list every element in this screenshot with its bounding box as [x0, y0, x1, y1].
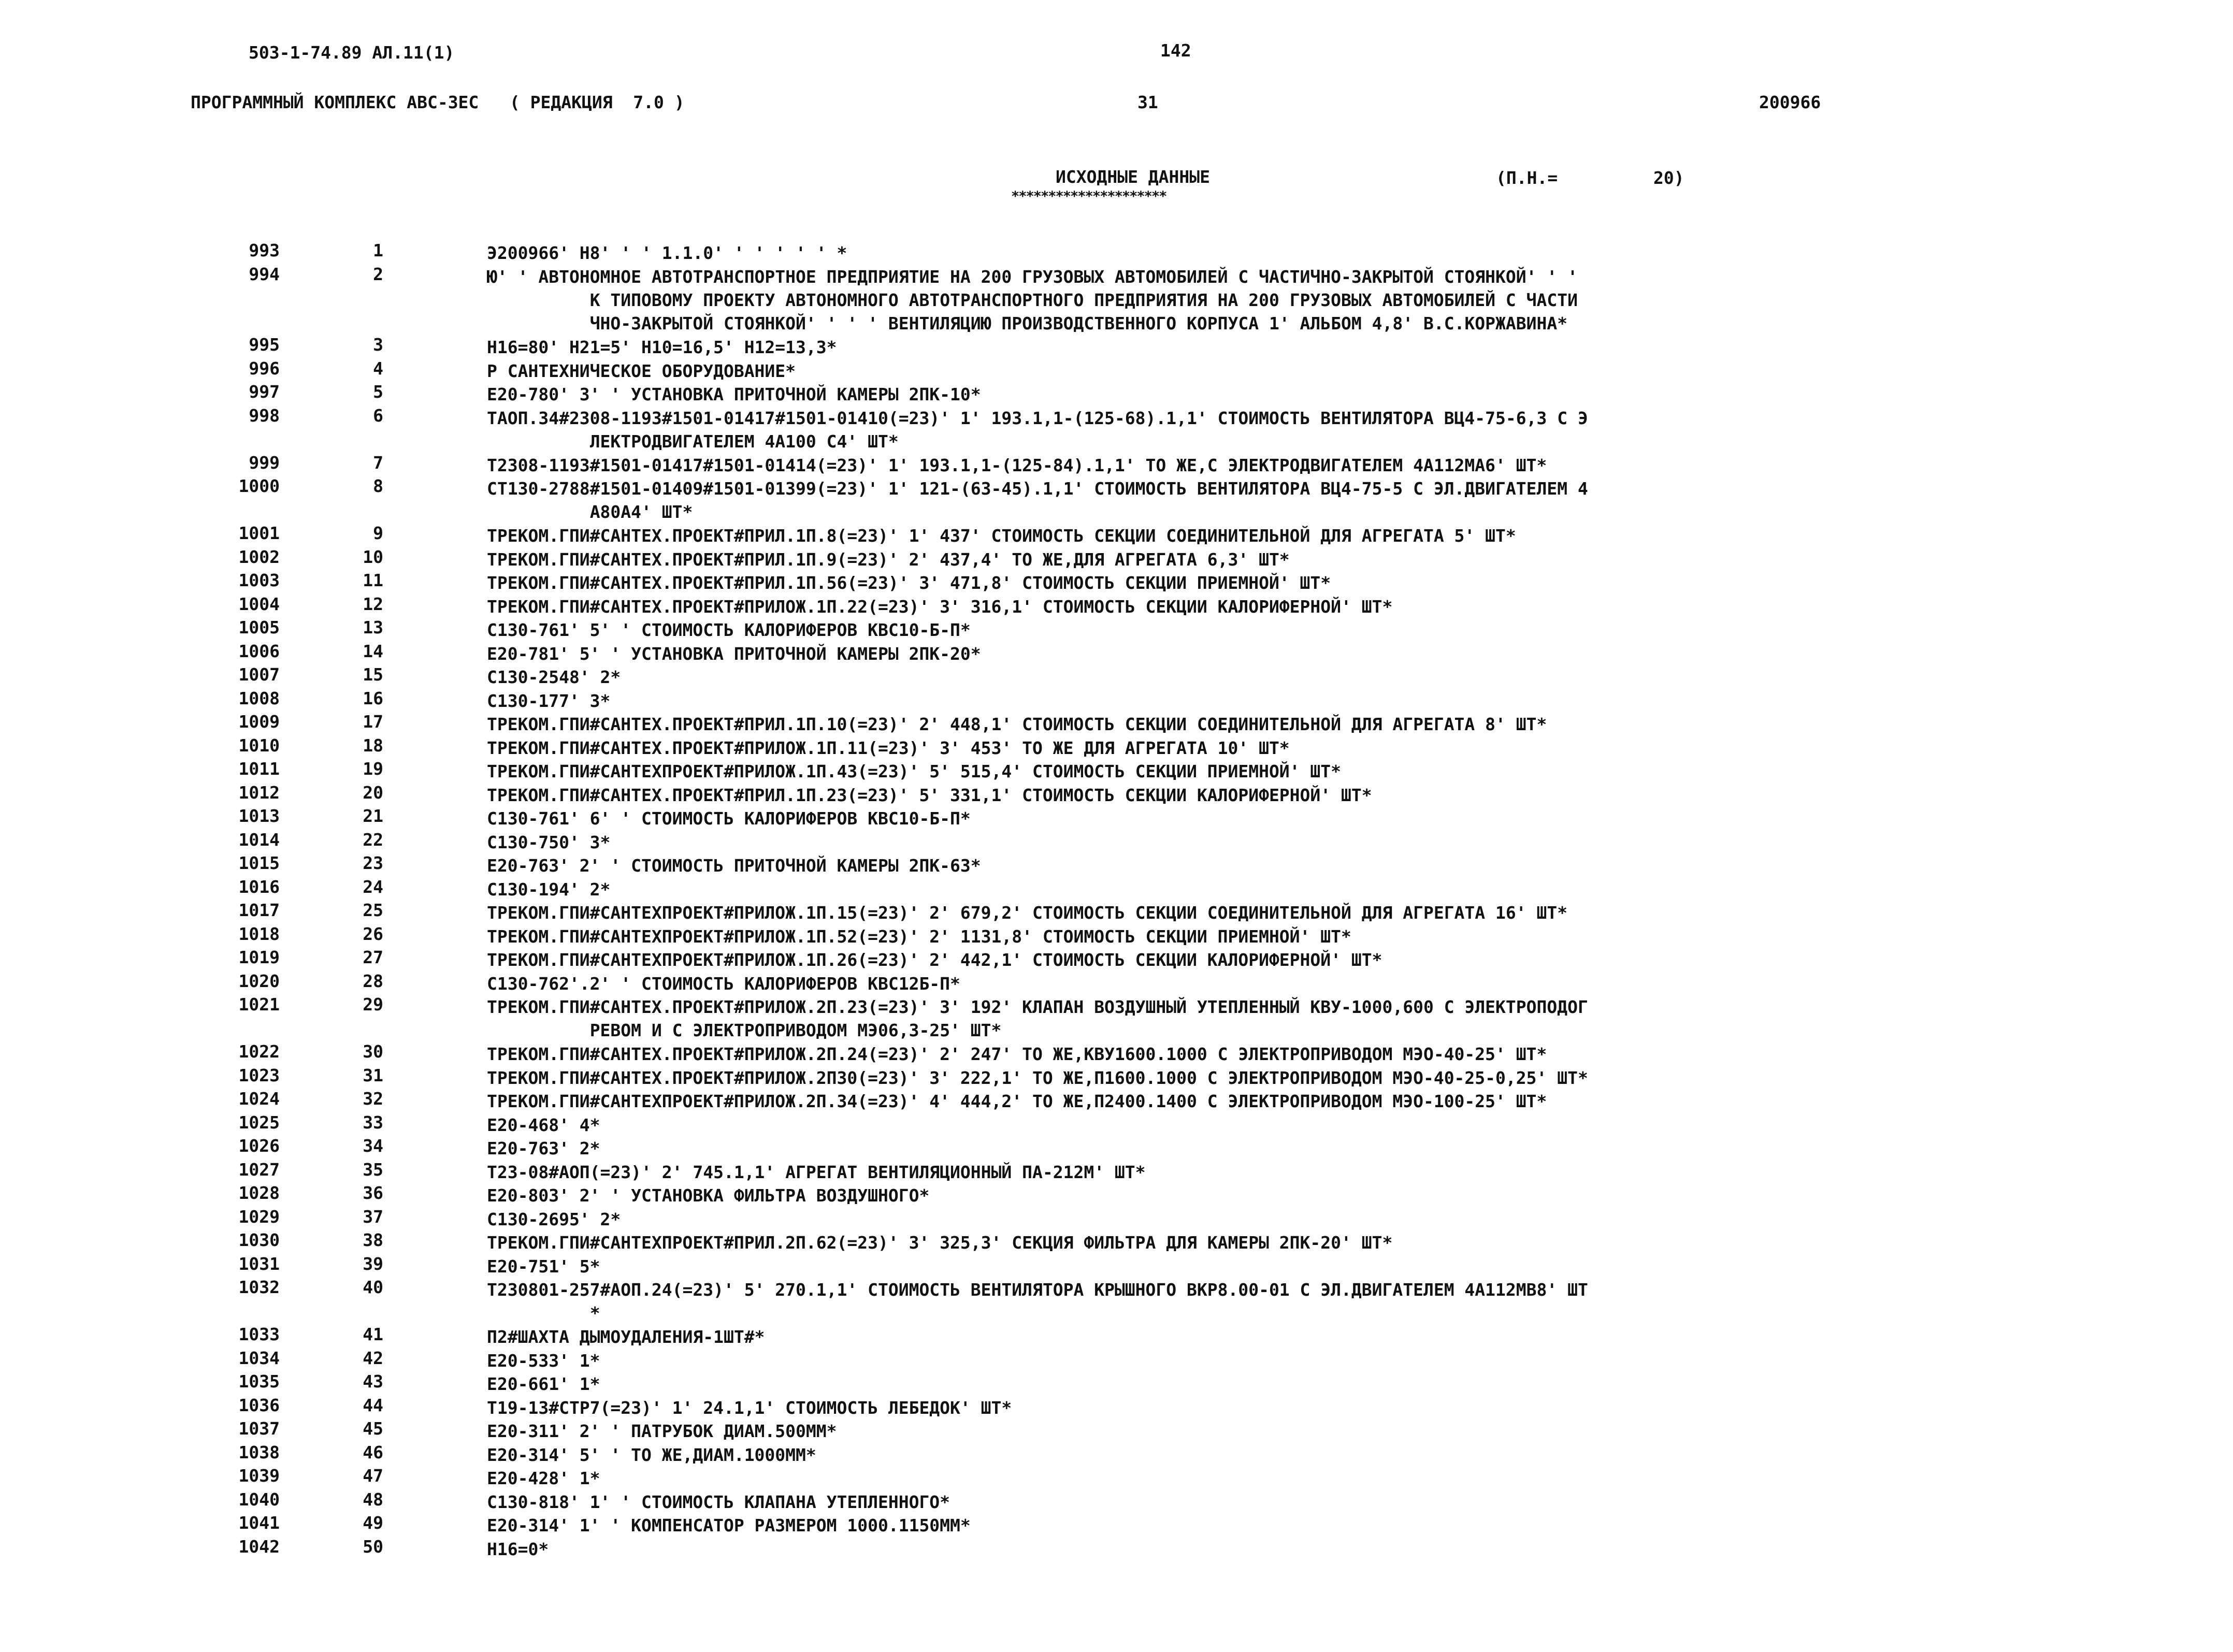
record-index: 14 — [363, 641, 383, 661]
table-row — [0, 1349, 2233, 1373]
record-index: 30 — [363, 1041, 383, 1062]
record-index: 25 — [363, 900, 383, 920]
record-text: Е20-661' 1* — [487, 1374, 600, 1394]
table-row — [0, 241, 2233, 265]
table-row — [0, 1161, 2233, 1184]
record-index: 42 — [363, 1347, 383, 1368]
record-text: ТРЕКОМ.ГПИ#САНТЕХПРОЕКТ#ПРИЛ.2П.62(=23)' 3' 325,3' СЕКЦИЯ ФИЛЬТРА ДЛЯ КАМЕРЫ 2ПК-20' ШТ* — [487, 1233, 1393, 1253]
record-text: Р САНТЕХНИЧЕСКОЕ ОБОРУДОВАНИЕ* — [487, 360, 796, 381]
line-number: 1034 — [238, 1347, 280, 1368]
line-number: 1012 — [238, 782, 280, 803]
record-text: П2#ШАХТА ДЫМОУДАЛЕНИЯ-1ШТ#* — [487, 1327, 765, 1347]
table-row — [0, 1490, 2233, 1514]
line-number: 1003 — [238, 570, 280, 590]
table-row — [0, 1137, 2233, 1161]
table-row — [0, 665, 2233, 689]
record-text: ТРЕКОМ.ГПИ#САНТЕХ.ПРОЕКТ#ПРИЛОЖ.2П.23(=23)' 3' 192' КЛАПАН ВОЗДУШНЫЙ УТЕПЛЕННЫЙ КВУ-1000,600 С ЭЛЕКТРОПОДОГ РЕВОМ И С ЭЛЕКТРОПРИВОДОМ МЭ06,3-25' ШТ* — [487, 997, 1588, 1040]
table-row — [0, 1372, 2233, 1396]
table-row — [0, 1538, 2233, 1561]
line-number: 1041 — [238, 1513, 280, 1533]
record-index: 4 — [373, 358, 383, 379]
line-number: 1008 — [238, 688, 280, 708]
table-row — [0, 736, 2233, 760]
line-number: 1023 — [238, 1065, 280, 1085]
line-number: 1016 — [238, 876, 280, 897]
record-index: 5 — [373, 382, 383, 402]
table-row — [0, 1325, 2233, 1349]
record-index: 39 — [363, 1253, 383, 1274]
table-row — [0, 878, 2233, 902]
line-number: 1006 — [238, 641, 280, 661]
record-index: 9 — [373, 523, 383, 543]
record-index: 6 — [373, 405, 383, 426]
line-number: 1036 — [238, 1395, 280, 1415]
record-index: 47 — [363, 1466, 383, 1486]
table-row — [0, 571, 2233, 595]
record-text: ТРЕКОМ.ГПИ#САНТЕХ.ПРОЕКТ#ПРИЛ.1П.10(=23)' 2' 448,1' СТОИМОСТЬ СЕКЦИИ СОЕДИНИТЕЛЬНОЙ ДЛЯ АГРЕГАТА 8' ШТ* — [487, 714, 1547, 734]
record-text: ТРЕКОМ.ГПИ#САНТЕХПРОЕКТ#ПРИЛОЖ.1П.43(=23)' 5' 515,4' СТОИМОСТЬ СЕКЦИИ ПРИЕМНОЙ' ШТ* — [487, 761, 1342, 781]
table-row — [0, 595, 2233, 619]
line-number: 1011 — [238, 759, 280, 779]
table-row — [0, 1514, 2233, 1538]
table-row — [0, 995, 2233, 1042]
line-number: 1031 — [238, 1253, 280, 1274]
record-index: 7 — [373, 452, 383, 473]
line-number: 1002 — [238, 546, 280, 567]
table-row — [0, 1443, 2233, 1467]
line-number: 1009 — [238, 712, 280, 732]
line-number: 1017 — [238, 900, 280, 920]
line-number: 1022 — [238, 1041, 280, 1062]
record-index: 43 — [363, 1371, 383, 1392]
table-row — [0, 925, 2233, 949]
record-text: ТРЕКОМ.ГПИ#САНТЕХ.ПРОЕКТ#ПРИЛОЖ.2П.24(=23)' 2' 247' ТО ЖЕ,КВУ1600.1000 С ЭЛЕКТРОПРИВОДОМ МЭО-40-25' ШТ* — [487, 1044, 1547, 1064]
table-row — [0, 1113, 2233, 1137]
record-text: ТРЕКОМ.ГПИ#САНТЕХПРОЕКТ#ПРИЛОЖ.1П.15(=23)' 2' 679,2' СТОИМОСТЬ СЕКЦИИ СОЕДИНИТЕЛЬНОЙ ДЛЯ АГРЕГАТА 16' ШТ* — [487, 903, 1568, 923]
line-number: 993 — [249, 240, 280, 260]
table-row — [0, 760, 2233, 784]
record-index: 17 — [363, 712, 383, 732]
record-text: Е20-533' 1* — [487, 1350, 600, 1371]
line-number: 997 — [249, 382, 280, 402]
line-number: 1004 — [238, 593, 280, 614]
record-index: 46 — [363, 1442, 383, 1462]
table-row — [0, 1396, 2233, 1420]
record-index: 48 — [363, 1489, 383, 1510]
line-number: 1019 — [238, 947, 280, 967]
table-row — [0, 1419, 2233, 1443]
line-number: 1024 — [238, 1089, 280, 1109]
record-index: 23 — [363, 853, 383, 873]
record-text: Э200966' Н8' ' ' 1.1.0' ' ' ' ' ' * — [487, 243, 847, 263]
line-number: 995 — [249, 335, 280, 355]
line-number: 1035 — [238, 1371, 280, 1392]
record-index: 24 — [363, 876, 383, 897]
line-number: 1015 — [238, 853, 280, 873]
line-number: 1032 — [238, 1277, 280, 1297]
table-row — [0, 265, 2233, 336]
line-number: 1038 — [238, 1442, 280, 1462]
section-title-underline: ********************* — [1011, 189, 1166, 205]
record-index: 40 — [363, 1277, 383, 1297]
record-text: Е20-468' 4* — [487, 1114, 600, 1135]
table-row — [0, 1042, 2233, 1066]
record-text: Т23-08#АОП(=23)' 2' 745.1,1' АГРЕГАТ ВЕНТИЛЯЦИОННЫЙ ПА-212М' ШТ* — [487, 1162, 1146, 1182]
record-index: 28 — [363, 970, 383, 991]
line-number: 994 — [249, 264, 280, 284]
table-row — [0, 336, 2233, 359]
table-row — [0, 1184, 2233, 1208]
record-text: Е20-428' 1* — [487, 1468, 600, 1488]
record-index: 29 — [363, 994, 383, 1015]
record-index: 31 — [363, 1065, 383, 1085]
record-text: Е20-781' 5' ' УСТАНОВКА ПРИТОЧНОЙ КАМЕРЫ 2ПК-20* — [487, 643, 981, 664]
record-text: Е20-314' 5' ' ТО ЖЕ,ДИАМ.1000ММ* — [487, 1444, 816, 1465]
record-index: 21 — [363, 806, 383, 826]
table-row — [0, 854, 2233, 878]
table-row — [0, 713, 2233, 736]
record-index: 20 — [363, 782, 383, 803]
table-row — [0, 831, 2233, 854]
line-number: 1026 — [238, 1136, 280, 1156]
record-text: ТРЕКОМ.ГПИ#САНТЕХ.ПРОЕКТ#ПРИЛОЖ.1П.11(=23)' 3' 453' ТО ЖЕ ДЛЯ АГРЕГАТА 10' ШТ* — [487, 737, 1290, 758]
table-row — [0, 642, 2233, 666]
table-row — [0, 1066, 2233, 1090]
document-code: 503-1-74.89 АЛ.11(1) — [249, 42, 455, 63]
line-number: 1021 — [238, 994, 280, 1015]
record-index: 10 — [363, 546, 383, 567]
record-text: С130-761' 6' ' СТОИМОСТЬ КАЛОРИФЕРОВ КВС10-Б-П* — [487, 808, 971, 829]
line-number: 999 — [249, 452, 280, 473]
table-row — [0, 618, 2233, 642]
line-number: 1020 — [238, 970, 280, 991]
table-row — [0, 784, 2233, 807]
record-index: 38 — [363, 1230, 383, 1250]
table-row — [0, 1278, 2233, 1325]
line-number: 1040 — [238, 1489, 280, 1510]
record-text: Т19-13#СТР7(=23)' 1' 24.1,1' СТОИМОСТЬ ЛЕБЕДОК' ШТ* — [487, 1397, 1012, 1418]
record-text: ТРЕКОМ.ГПИ#САНТЕХПРОЕКТ#ПРИЛОЖ.1П.26(=23)' 2' 442,1' СТОИМОСТЬ СЕКЦИИ КАЛОРИФЕРНОЙ' ШТ* — [487, 950, 1382, 970]
record-text: С130-750' 3* — [487, 832, 611, 852]
record-index: 50 — [363, 1536, 383, 1557]
record-text: Е20-751' 5* — [487, 1256, 600, 1277]
table-row — [0, 1255, 2233, 1279]
line-number: 1042 — [238, 1536, 280, 1557]
table-row — [0, 972, 2233, 996]
record-text: Н16=80' Н21=5' Н10=16,5' Н12=13,3* — [487, 337, 837, 357]
line-number: 1028 — [238, 1183, 280, 1203]
section-title: ИСХОДНЫЕ ДАННЫЕ — [1056, 167, 1211, 187]
record-text: Е20-803' 2' ' УСТАНОВКА ФИЛЬТРА ВОЗДУШНОГО* — [487, 1185, 930, 1206]
line-number: 1018 — [238, 923, 280, 944]
record-index: 37 — [363, 1206, 383, 1227]
record-text: С130-177' 3* — [487, 690, 611, 711]
table-row — [0, 407, 2233, 454]
record-index: 41 — [363, 1324, 383, 1344]
record-index: 36 — [363, 1183, 383, 1203]
program-sheet: 31 — [1137, 92, 1158, 112]
record-text: Е20-311' 2' ' ПАТРУБОК ДИАМ.500ММ* — [487, 1421, 837, 1441]
table-row — [0, 948, 2233, 972]
line-number: 1010 — [238, 735, 280, 756]
record-text: ТРЕКОМ.ГПИ#САНТЕХ.ПРОЕКТ#ПРИЛОЖ.1П.22(=23)' 3' 316,1' СТОИМОСТЬ СЕКЦИИ КАЛОРИФЕРНОЙ' ШТ* — [487, 596, 1393, 617]
line-number: 1025 — [238, 1112, 280, 1133]
record-index: 3 — [373, 335, 383, 355]
record-index: 22 — [363, 829, 383, 850]
line-number: 1014 — [238, 829, 280, 850]
page-number: 142 — [1160, 40, 1191, 61]
record-index: 35 — [363, 1159, 383, 1180]
table-row — [0, 524, 2233, 548]
record-text: С130-2548' 2* — [487, 667, 621, 687]
table-row — [0, 548, 2233, 572]
record-text: ТРЕКОМ.ГПИ#САНТЕХПРОЕКТ#ПРИЛОЖ.1П.52(=23)' 2' 1131,8' СТОИМОСТЬ СЕКЦИИ ПРИЕМНОЙ' ШТ* — [487, 926, 1351, 947]
table-row — [0, 1208, 2233, 1231]
line-number: 1030 — [238, 1230, 280, 1250]
record-index: 19 — [363, 759, 383, 779]
record-index: 8 — [373, 476, 383, 496]
table-row — [0, 383, 2233, 407]
record-text: ТАОП.34#2308-1193#1501-01417#1501-01410(=23)' 1' 193.1,1-(125-68).1,1' СТОИМОСТЬ ВЕНТИЛЯТОРА ВЦ4-75-6,3 С Э ЛЕКТРОДВИГАТЕЛЕМ 4А100 С4' ШТ* — [487, 408, 1588, 452]
record-index: 16 — [363, 688, 383, 708]
table-row — [0, 1467, 2233, 1490]
record-text: Т2308-1193#1501-01417#1501-01414(=23)' 1' 193.1,1-(125-84).1,1' ТО ЖЕ,С ЭЛЕКТРОДВИГАТЕЛЕМ 4А112МА6' ШТ* — [487, 455, 1547, 475]
record-index: 45 — [363, 1418, 383, 1439]
record-index: 26 — [363, 923, 383, 944]
table-row — [0, 477, 2233, 524]
record-index: 1 — [373, 240, 383, 260]
line-number: 1037 — [238, 1418, 280, 1439]
record-text: ТРЕКОМ.ГПИ#САНТЕХПРОЕКТ#ПРИЛОЖ.2П.34(=23)' 4' 444,2' ТО ЖЕ,П2400.1400 С ЭЛЕКТРОПРИВОДОМ МЭО-100-25' ШТ* — [487, 1091, 1547, 1111]
record-text: С130-2695' 2* — [487, 1209, 621, 1229]
record-index: 34 — [363, 1136, 383, 1156]
table-row — [0, 1090, 2233, 1113]
line-number: 1013 — [238, 806, 280, 826]
record-text: С130-194' 2* — [487, 879, 611, 900]
record-text: Е20-763' 2* — [487, 1138, 600, 1158]
line-number: 1005 — [238, 617, 280, 637]
line-number: 1039 — [238, 1466, 280, 1486]
record-text: СТ130-2788#1501-01409#1501-01399(=23)' 1' 121-(63-45).1,1' СТОИМОСТЬ ВЕНТИЛЯТОРА ВЦ4-75-5 С ЭЛ.ДВИГАТЕЛЕМ 4 А80А4' ШТ* — [487, 479, 1588, 522]
section-param-label: (П.Н.= — [1496, 168, 1558, 188]
line-number: 996 — [249, 358, 280, 379]
record-text: Е20-780' 3' ' УСТАНОВКА ПРИТОЧНОЙ КАМЕРЫ 2ПК-10* — [487, 384, 981, 404]
table-row — [0, 689, 2233, 713]
record-index: 2 — [373, 264, 383, 284]
line-number: 1000 — [238, 476, 280, 496]
program-name: ПРОГРАММНЫЙ КОМПЛЕКС АВС-3ЕС ( РЕДАКЦИЯ 7.0 ) — [191, 92, 685, 112]
record-index: 27 — [363, 947, 383, 967]
record-text: ТРЕКОМ.ГПИ#САНТЕХ.ПРОЕКТ#ПРИЛ.1П.56(=23)' 3' 471,8' СТОИМОСТЬ СЕКЦИИ ПРИЕМНОЙ' ШТ* — [487, 573, 1331, 593]
line-number: 998 — [249, 405, 280, 426]
table-row — [0, 359, 2233, 383]
record-text: ТРЕКОМ.ГПИ#САНТЕХ.ПРОЕКТ#ПРИЛ.1П.23(=23)' 5' 331,1' СТОИМОСТЬ СЕКЦИИ КАЛОРИФЕРНОЙ' ШТ* — [487, 785, 1372, 805]
record-index: 11 — [363, 570, 383, 590]
record-text: Т230801-257#АОП.24(=23)' 5' 270.1,1' СТОИМОСТЬ ВЕНТИЛЯТОРА КРЫШНОГО ВКР8.00-01 С ЭЛ.ДВИГАТЕЛЕМ 4А112МВ8' ШТ * — [487, 1280, 1588, 1323]
record-text: С130-761' 5' ' СТОИМОСТЬ КАЛОРИФЕРОВ КВС10-Б-П* — [487, 620, 971, 640]
record-text: Ю' ' АВТОНОМНОЕ АВТОТРАНСПОРТНОЕ ПРЕДПРИЯТИЕ НА 200 ГРУЗОВЫХ АВТОМОБИЛЕЙ С ЧАСТИЧНО-ЗАКРЫТОЙ СТОЯНКОЙ' ' ' К ТИПОВОМУ ПРОЕКТУ АВТОНОМНОГО АВТОТРАНСПОРТНОГО ПРЕДПРИЯТИЯ НА 200 ГРУЗОВЫХ АВТОМОБИЛЕЙ С ЧАСТИ ЧНО-ЗАКРЫТОЙ СТОЯНКОЙ' ' ' ' ВЕНТИЛЯЦИЮ ПРОИЗВОДСТВЕННОГО КОРПУСА 1' АЛЬБОМ 4,8' В.С.КОРЖАВИНА* — [487, 266, 1578, 334]
record-text: Н16=0* — [487, 1539, 549, 1559]
record-index: 32 — [363, 1089, 383, 1109]
record-text: ТРЕКОМ.ГПИ#САНТЕХ.ПРОЕКТ#ПРИЛ.1П.9(=23)' 2' 437,4' ТО ЖЕ,ДЛЯ АГРЕГАТА 6,3' ШТ* — [487, 549, 1290, 570]
line-number: 1001 — [238, 523, 280, 543]
record-index: 44 — [363, 1395, 383, 1415]
table-row — [0, 454, 2233, 477]
line-number: 1027 — [238, 1159, 280, 1180]
table-row — [0, 901, 2233, 925]
line-number: 1007 — [238, 664, 280, 685]
record-text: Е20-763' 2' ' СТОИМОСТЬ ПРИТОЧНОЙ КАМЕРЫ 2ПК-63* — [487, 856, 981, 876]
record-text: ТРЕКОМ.ГПИ#САНТЕХ.ПРОЕКТ#ПРИЛ.1П.8(=23)' 1' 437' СТОИМОСТЬ СЕКЦИИ СОЕДИНИТЕЛЬНОЙ ДЛЯ АГРЕГАТА 5' ШТ* — [487, 526, 1516, 546]
record-index: 18 — [363, 735, 383, 756]
record-text: ТРЕКОМ.ГПИ#САНТЕХ.ПРОЕКТ#ПРИЛОЖ.2П30(=23)' 3' 222,1' ТО ЖЕ,П1600.1000 С ЭЛЕКТРОПРИВОДОМ МЭО-40-25-0,25' ШТ* — [487, 1067, 1588, 1088]
record-text: Е20-314' 1' ' КОМПЕНСАТОР РАЗМЕРОМ 1000.1150ММ* — [487, 1515, 971, 1535]
record-index: 33 — [363, 1112, 383, 1133]
record-index: 49 — [363, 1513, 383, 1533]
line-number: 1033 — [238, 1324, 280, 1344]
record-index: 12 — [363, 593, 383, 614]
table-row — [0, 1231, 2233, 1255]
record-text: С130-762'.2' ' СТОИМОСТЬ КАЛОРИФЕРОВ КВС12Б-П* — [487, 973, 960, 994]
program-date: 200966 — [1759, 92, 1821, 112]
record-index: 13 — [363, 617, 383, 637]
table-row — [0, 807, 2233, 831]
record-text: С130-818' 1' ' СТОИМОСТЬ КЛАПАНА УТЕПЛЕННОГО* — [487, 1491, 950, 1512]
section-param-value: 20) — [1653, 168, 1684, 188]
line-number: 1029 — [238, 1206, 280, 1227]
record-index: 15 — [363, 664, 383, 685]
